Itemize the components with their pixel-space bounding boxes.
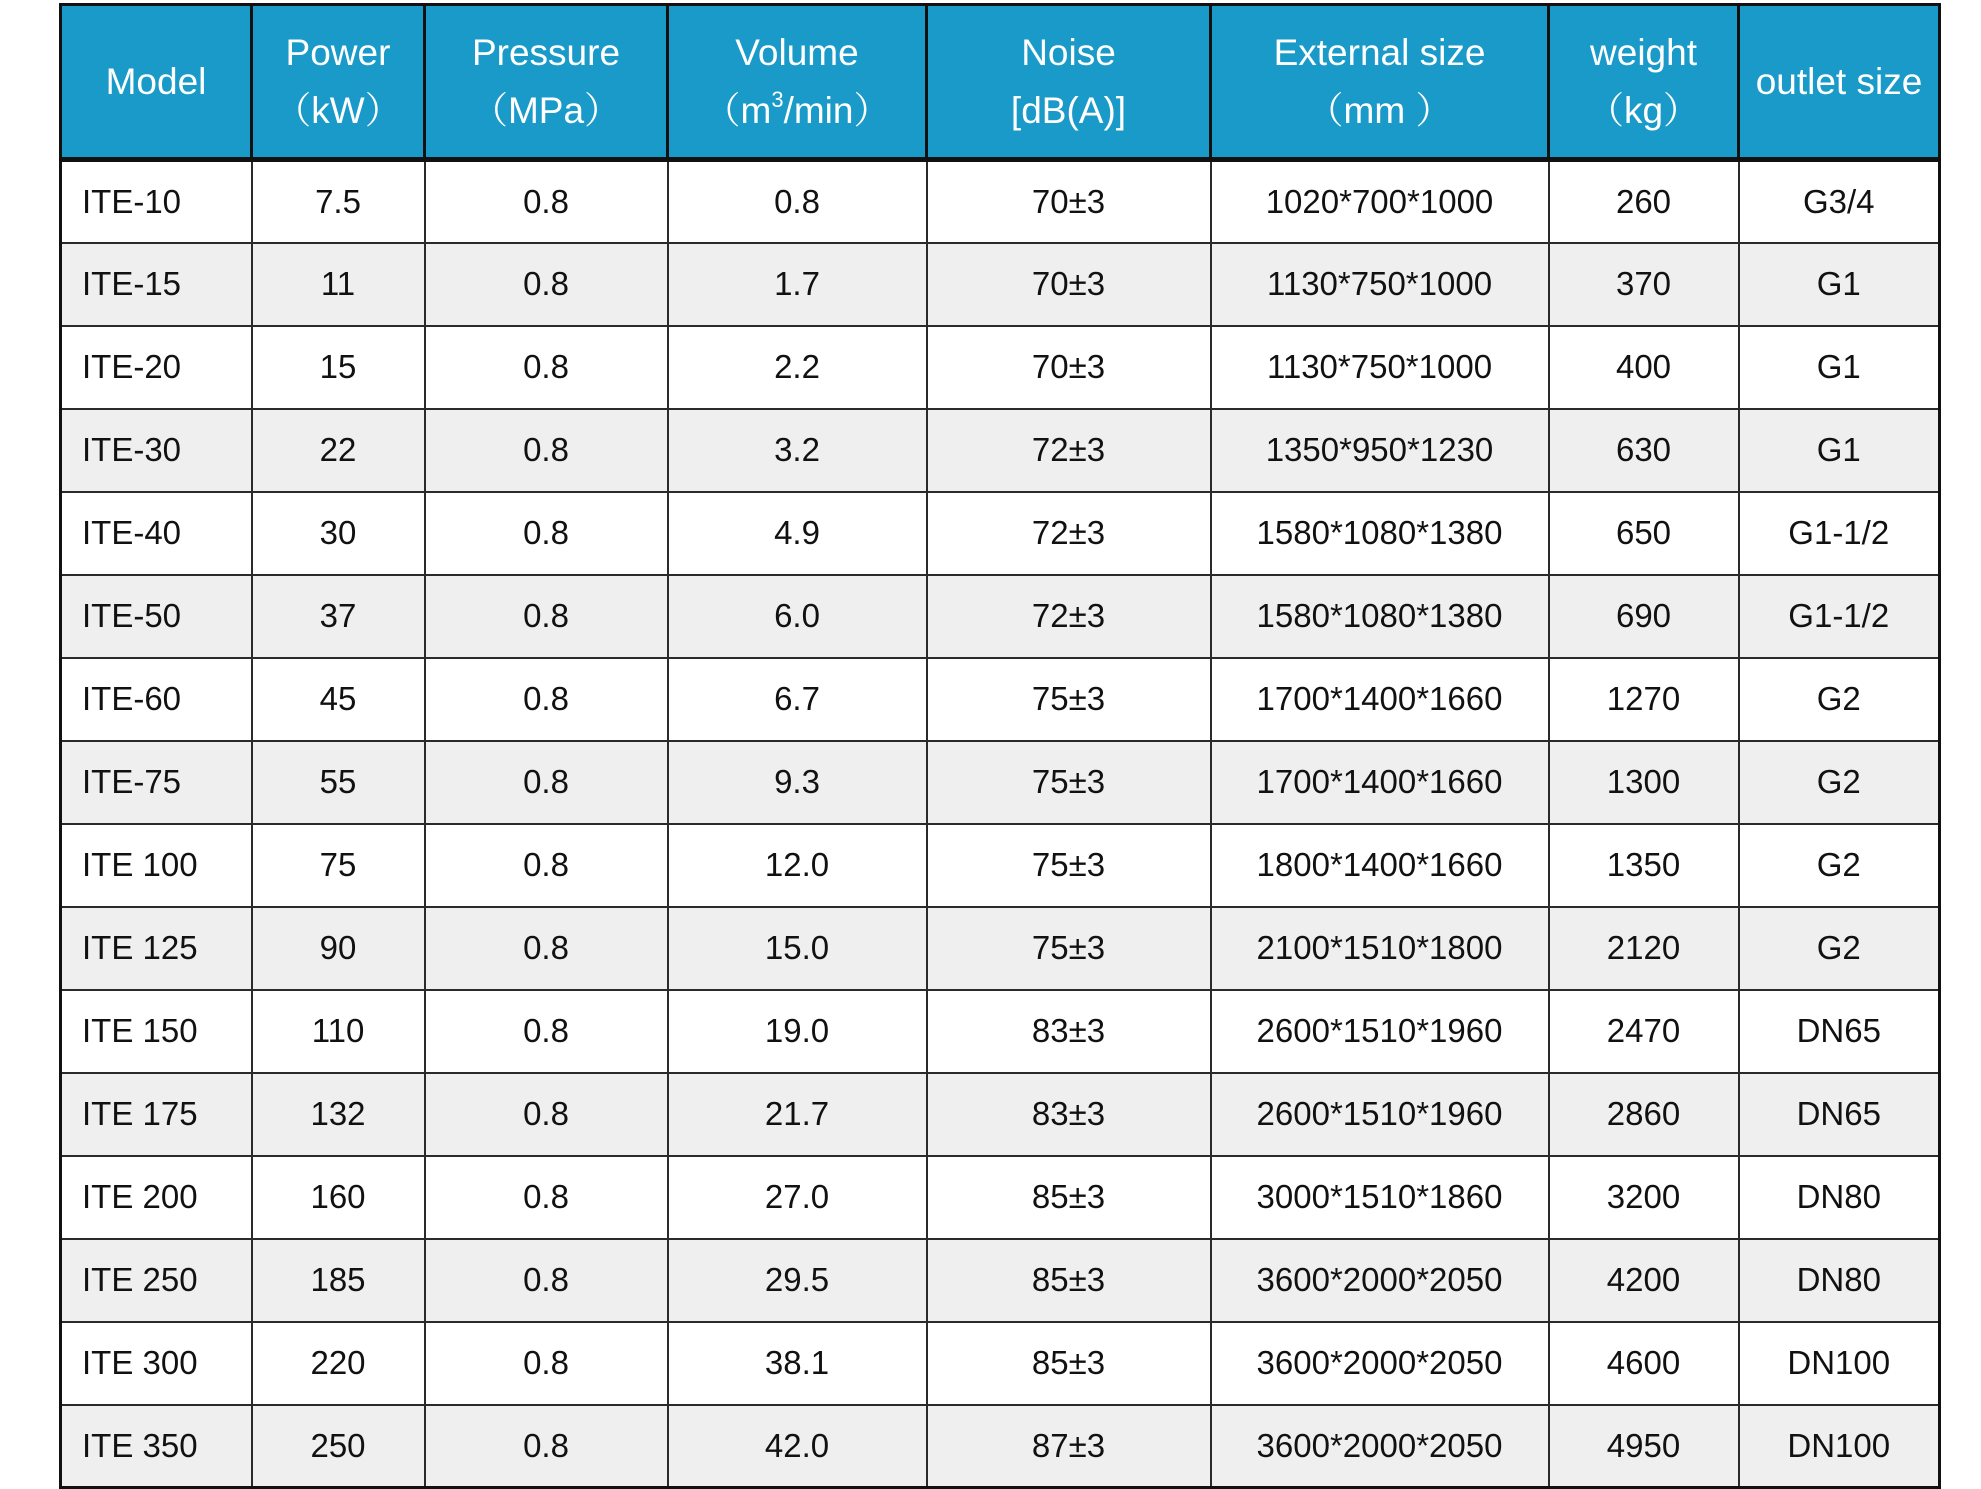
table-row [61,1405,1940,1488]
cell-model: ITE-15 [61,243,252,326]
cell-weight: 1300 [1549,741,1739,824]
cell-external-size: 2600*1510*1960 [1211,1073,1549,1156]
cell-weight: 650 [1549,492,1739,575]
cell-outlet-size: G1 [1739,326,1940,409]
cell-weight: 4200 [1549,1239,1739,1322]
cell-pressure: 0.8 [425,658,668,741]
cell-power: 132 [252,1073,425,1156]
cell-model: ITE-60 [61,658,252,741]
cell-weight: 3200 [1549,1156,1739,1239]
cell-weight: 4600 [1549,1322,1739,1405]
cell-noise: 85±3 [927,1239,1211,1322]
table-row [61,741,1940,824]
cell-weight: 690 [1549,575,1739,658]
cell-volume: 38.1 [668,1322,927,1405]
cell-volume: 12.0 [668,824,927,907]
cell-pressure: 0.8 [425,741,668,824]
cell-volume: 21.7 [668,1073,927,1156]
table-row [61,243,1940,326]
header-pressure: Pressure （MPa） [425,5,668,160]
cell-external-size: 2600*1510*1960 [1211,990,1549,1073]
table-header [61,5,1940,160]
cell-noise: 75±3 [927,658,1211,741]
cell-pressure: 0.8 [425,409,668,492]
cell-pressure: 0.8 [425,1239,668,1322]
cell-power: 220 [252,1322,425,1405]
cell-model: ITE-40 [61,492,252,575]
table-row [61,1322,1940,1405]
cell-power: 160 [252,1156,425,1239]
cell-pressure: 0.8 [425,907,668,990]
cell-noise: 72±3 [927,492,1211,575]
header-power: Power （kW） [252,5,425,160]
cell-weight: 370 [1549,243,1739,326]
table-body [61,160,1940,1488]
cell-external-size: 1580*1080*1380 [1211,492,1549,575]
cell-pressure: 0.8 [425,160,668,243]
header-outlet-size: outlet size [1739,5,1940,160]
cell-outlet-size: DN80 [1739,1239,1940,1322]
cell-external-size: 1700*1400*1660 [1211,658,1549,741]
table-row [61,160,1940,243]
cell-outlet-size: G2 [1739,741,1940,824]
table-row [61,658,1940,741]
cell-noise: 83±3 [927,990,1211,1073]
header-volume-unit: $(m^3/\min)$ [703,87,891,131]
cell-noise: 83±3 [927,1073,1211,1156]
cell-pressure: 0.8 [425,575,668,658]
cell-volume: 6.0 [668,575,927,658]
table-row [61,824,1940,907]
cell-model: ITE 150 [61,990,252,1073]
cell-volume: 27.0 [668,1156,927,1239]
cell-noise: 70±3 [927,326,1211,409]
spec-table [59,3,1941,1489]
cell-model: ITE-10 [61,160,252,243]
cell-noise: 72±3 [927,575,1211,658]
cell-weight: 2120 [1549,907,1739,990]
table-row [61,409,1940,492]
cell-noise: 87±3 [927,1405,1211,1488]
cell-noise: 85±3 [927,1156,1211,1239]
header-volume: Volume $(m^3/\min)$ [668,5,927,160]
cell-outlet-size: DN100 [1739,1405,1940,1488]
cell-power: 90 [252,907,425,990]
cell-volume: 4.9 [668,492,927,575]
cell-noise: 75±3 [927,824,1211,907]
header-noise: Noise [dB(A)] [927,5,1211,160]
cell-model: ITE 250 [61,1239,252,1322]
cell-volume: 3.2 [668,409,927,492]
cell-outlet-size: G2 [1739,658,1940,741]
cell-external-size: 3600*2000*2050 [1211,1322,1549,1405]
table-row [61,492,1940,575]
cell-pressure: 0.8 [425,326,668,409]
cell-model: ITE 300 [61,1322,252,1405]
cell-power: 37 [252,575,425,658]
cell-pressure: 0.8 [425,824,668,907]
cell-external-size: 1350*950*1230 [1211,409,1549,492]
cell-pressure: 0.8 [425,1073,668,1156]
cell-external-size: 3000*1510*1860 [1211,1156,1549,1239]
cell-model: ITE-75 [61,741,252,824]
cell-weight: 400 [1549,326,1739,409]
cell-model: ITE 200 [61,1156,252,1239]
header-weight: weight （kg） [1549,5,1739,160]
cell-power: 250 [252,1405,425,1488]
cell-noise: 85±3 [927,1322,1211,1405]
cell-model: ITE 125 [61,907,252,990]
cell-volume: 29.5 [668,1239,927,1322]
cell-external-size: 1700*1400*1660 [1211,741,1549,824]
header-row [61,5,1940,160]
cell-model: ITE 100 [61,824,252,907]
table-row [61,326,1940,409]
table-row [61,575,1940,658]
cell-outlet-size: DN80 [1739,1156,1940,1239]
cell-external-size: 3600*2000*2050 [1211,1405,1549,1488]
cell-outlet-size: DN100 [1739,1322,1940,1405]
cell-volume: 0.8 [668,160,927,243]
header-model: Model [61,5,252,160]
cell-power: 7.5 [252,160,425,243]
cell-volume: 6.7 [668,658,927,741]
cell-model: ITE-50 [61,575,252,658]
table-row [61,990,1940,1073]
cell-outlet-size: G1 [1739,243,1940,326]
cell-outlet-size: G2 [1739,824,1940,907]
cell-weight: 1270 [1549,658,1739,741]
cell-outlet-size: G1-1/2 [1739,492,1940,575]
cell-volume: 1.7 [668,243,927,326]
cell-weight: 2470 [1549,990,1739,1073]
header-external-size: External size （mm ） [1211,5,1549,160]
cell-power: 30 [252,492,425,575]
cell-power: 11 [252,243,425,326]
cell-power: 15 [252,326,425,409]
cell-pressure: 0.8 [425,1156,668,1239]
cell-model: ITE 175 [61,1073,252,1156]
cell-power: 75 [252,824,425,907]
cell-power: 45 [252,658,425,741]
cell-weight: 4950 [1549,1405,1739,1488]
cell-outlet-size: G3/4 [1739,160,1940,243]
cell-pressure: 0.8 [425,1405,668,1488]
cell-noise: 75±3 [927,907,1211,990]
table-row [61,907,1940,990]
cell-outlet-size: G2 [1739,907,1940,990]
cell-power: 185 [252,1239,425,1322]
cell-volume: 42.0 [668,1405,927,1488]
cell-weight: 2860 [1549,1073,1739,1156]
cell-model: ITE-30 [61,409,252,492]
cell-pressure: 0.8 [425,990,668,1073]
cell-noise: 72±3 [927,409,1211,492]
cell-outlet-size: DN65 [1739,1073,1940,1156]
cell-external-size: 1130*750*1000 [1211,326,1549,409]
cell-model: ITE 350 [61,1405,252,1488]
cell-volume: 2.2 [668,326,927,409]
cell-power: 22 [252,409,425,492]
cell-volume: 15.0 [668,907,927,990]
cell-outlet-size: DN65 [1739,990,1940,1073]
cell-noise: 75±3 [927,741,1211,824]
cell-outlet-size: G1-1/2 [1739,575,1940,658]
cell-external-size: 2100*1510*1800 [1211,907,1549,990]
cell-volume: 19.0 [668,990,927,1073]
cell-noise: 70±3 [927,160,1211,243]
cell-external-size: 1020*700*1000 [1211,160,1549,243]
cell-pressure: 0.8 [425,1322,668,1405]
cell-power: 110 [252,990,425,1073]
table-row [61,1156,1940,1239]
cell-outlet-size: G1 [1739,409,1940,492]
cell-volume: 9.3 [668,741,927,824]
cell-power: 55 [252,741,425,824]
table-row [61,1073,1940,1156]
cell-pressure: 0.8 [425,243,668,326]
cell-weight: 630 [1549,409,1739,492]
cell-external-size: 1130*750*1000 [1211,243,1549,326]
cell-external-size: 1800*1400*1660 [1211,824,1549,907]
cell-weight: 1350 [1549,824,1739,907]
cell-model: ITE-20 [61,326,252,409]
cell-weight: 260 [1549,160,1739,243]
table-row [61,1239,1940,1322]
cell-external-size: 1580*1080*1380 [1211,575,1549,658]
cell-pressure: 0.8 [425,492,668,575]
cell-external-size: 3600*2000*2050 [1211,1239,1549,1322]
cell-noise: 70±3 [927,243,1211,326]
